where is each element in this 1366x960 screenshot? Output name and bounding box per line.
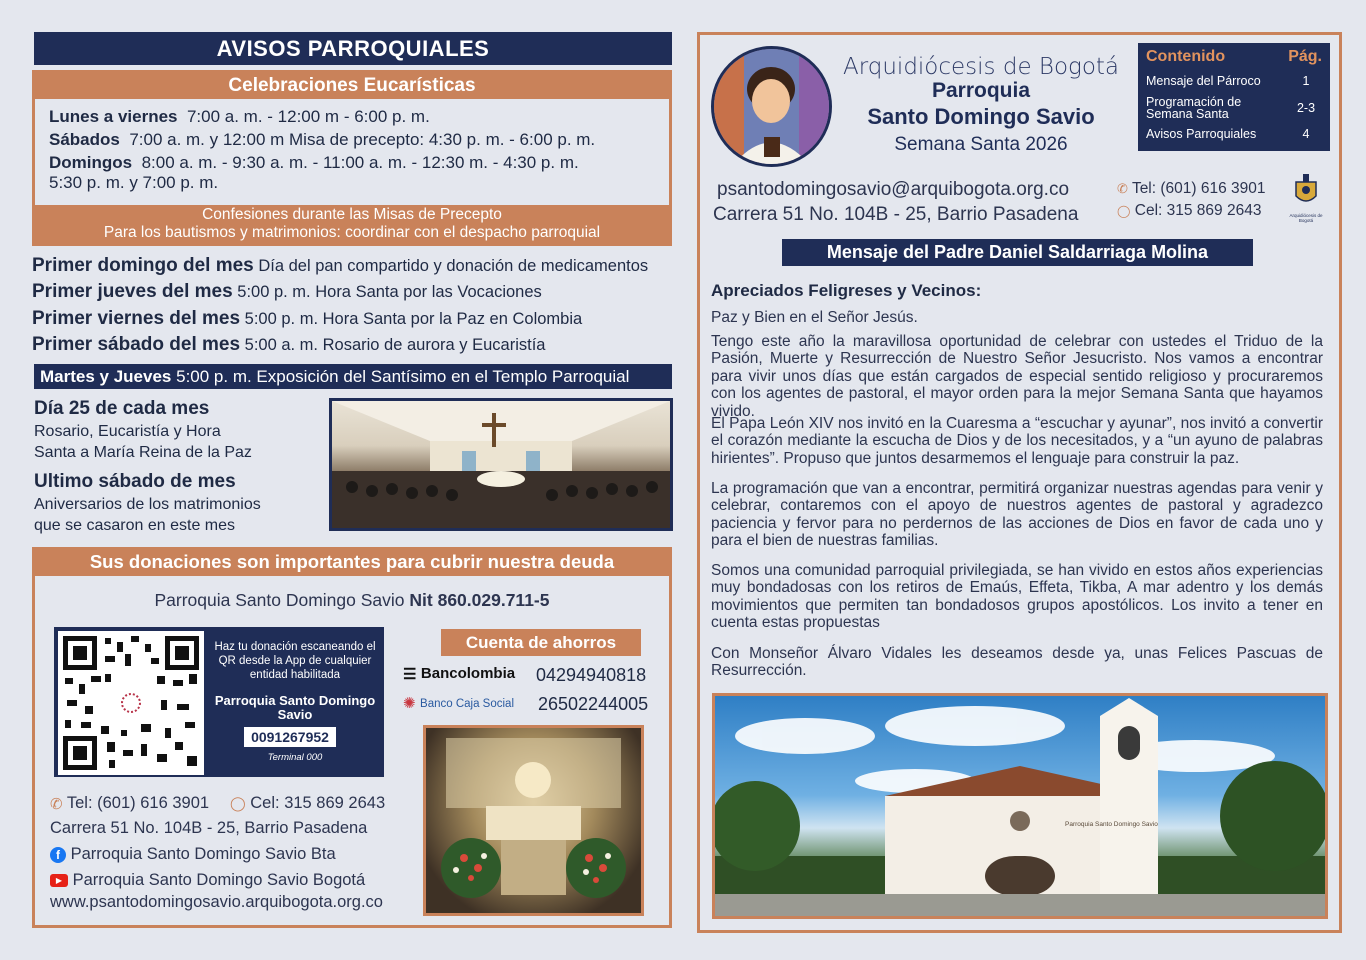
arquidiocesis-title: Arquidiócesis de Bogotá — [842, 54, 1120, 80]
altar-photo — [423, 725, 644, 916]
youtube-text[interactable]: Parroquia Santo Domingo Savio Bogotá — [72, 871, 366, 889]
contenido-label: Programación de Semana Santa — [1146, 95, 1242, 121]
monthly-text: 5:00 p. m. Hora Santa por las Vocaciones — [237, 283, 542, 301]
avisos-title: AVISOS PARROQUIALES — [34, 32, 672, 65]
terminal-label: Terminal 000 — [267, 752, 323, 763]
qr-code-icon — [61, 634, 201, 772]
qr-parroquia-name: Parroquia Santo Domingo Savio — [214, 693, 376, 722]
contenido-label: Mensaje del Párroco — [1146, 74, 1261, 88]
schedule-day: Sábados — [49, 130, 120, 149]
facebook-icon: f — [50, 847, 66, 863]
contenido-page: 4 — [1302, 127, 1310, 141]
qr-instructions: Haz tu donación escaneando el QR desde la App de cualquier entidad habilitada — [214, 641, 376, 681]
contact-tel — [50, 794, 209, 813]
contenido-page: 1 — [1302, 74, 1310, 88]
dia25-line: Santa a María Reina de la Paz — [34, 444, 252, 461]
contact-youtube — [50, 871, 365, 890]
church-exterior-photo — [712, 693, 1328, 919]
schedule-row — [35, 107, 669, 127]
whatsapp-icon: ◯ — [230, 795, 246, 812]
letter-opening: Paz y Bien en el Señor Jesús. — [711, 309, 918, 326]
contenido-label: Avisos Parroquiales — [1146, 127, 1257, 141]
bank-name: Banco Caja Social — [420, 698, 515, 711]
seal-caption: Arquidiócesis de Bogotá — [1289, 213, 1323, 223]
schedule-times: 7:00 a. m. - 12:00 m - 6:00 p. m. — [186, 107, 430, 126]
schedule-row — [35, 130, 669, 150]
tel-text[interactable]: Tel: (601) 616 3901 — [66, 794, 210, 812]
church-sign: Parroquia Santo Domingo Savio — [1065, 821, 1158, 828]
letter-greeting: Apreciados Feligreses y Vecinos: — [711, 281, 982, 300]
contact-facebook — [50, 845, 336, 864]
contenido-row[interactable] — [1146, 91, 1322, 125]
church-exterior-illustration — [715, 696, 1325, 916]
monthly-label: Primer jueves del mes — [32, 281, 233, 302]
monthly-text: Día del pan compartido y donación de medicamentos — [258, 257, 649, 275]
monthly-text: 5:00 a. m. Rosario de aurora y Eucaristía — [244, 336, 546, 354]
monthly-item — [32, 255, 648, 277]
contenido-title: Contenido — [1146, 48, 1226, 65]
celebraciones-box — [32, 70, 672, 246]
monthly-item — [32, 308, 582, 330]
whatsapp-icon: ◯ — [1117, 203, 1131, 218]
parroquia-name: Parroquia Santo Domingo Savio — [154, 590, 405, 610]
contenido-row[interactable] — [1146, 71, 1322, 91]
arquidiocesis-seal — [1282, 172, 1330, 223]
letter-paragraph: La programación que van a encontrar, permitirá organizar nuestras agendas para venir y celebrar, contaremos con el apoyo de nuestros agentes de pastoral y agradezco paciencia y fervor para no perdernos de las acciones de Dios en favor de cada uno y para el bien de nuestras familias. — [711, 480, 1323, 550]
santo-domingo-savio-portrait — [711, 46, 832, 167]
letter-paragraph: Tengo este año la maravillosa oportunidad de celebrar con ustedes el Triduo de la Pasión, Muerte y Resurrección de Nuestro Señor Jesucristo. Nos vamos a encontrar para vivir unos días que están cargados de especial sentido religioso y procuraremos con los agentes de pastoral, el mayor orden para la mejor Semana Santa que hayamos vivido. — [711, 333, 1323, 420]
contact-web[interactable]: www.psantodomingosavio.arquibogota.org.co — [50, 893, 383, 911]
martes-text: 5:00 p. m. Exposición del Santísimo en el Templo Parroquial — [176, 367, 630, 386]
confesiones-line: Confesiones durante las Misas de Precepto — [202, 206, 502, 223]
bank-row — [403, 665, 653, 687]
church-interior-illustration — [332, 401, 670, 528]
contenido-row[interactable] — [1146, 125, 1322, 143]
monthly-label: Primer domingo del mes — [32, 255, 254, 276]
right-cel — [1117, 202, 1261, 220]
bank-account-number: 26502244005 — [538, 694, 649, 714]
church-interior-photo — [329, 398, 673, 531]
cuenta-ahorros-title: Cuenta de ahorros — [441, 629, 641, 656]
email-link[interactable]: psantodomingosavio@arquibogota.org.co — [717, 179, 1070, 200]
contact-address: Carrera 51 No. 104B - 25, Barrio Pasadena — [50, 819, 368, 837]
pagina-header: Pág. — [1288, 48, 1322, 65]
mensaje-title-bar: Mensaje del Padre Daniel Saldarriaga Molina — [782, 239, 1253, 266]
monthly-label: Primer sábado del mes — [32, 334, 241, 355]
martes-jueves-bar — [34, 364, 672, 389]
portrait-illustration — [714, 49, 829, 164]
ultimo-sabado-line: Aniversarios de los matrimonios — [34, 496, 261, 513]
youtube-icon: ▶ — [50, 874, 68, 887]
letter-closing: Con Monseñor Álvaro Vidales les deseamos desde ya, unas Felices Pascuas de Resurrección. — [711, 645, 1323, 680]
phone-icon: ✆ — [1117, 180, 1128, 196]
confesiones-banner — [35, 205, 669, 243]
monthly-item — [32, 334, 545, 356]
dia25-title: Día 25 de cada mes — [34, 398, 210, 419]
schedule-day: Lunes a viernes — [49, 107, 178, 126]
ultimo-sabado-line: que se casaron en este mes — [34, 517, 236, 534]
parish-name: Santo Domingo Savio — [867, 104, 1095, 129]
bank-row — [403, 694, 653, 716]
dia25-line: Rosario, Eucaristía y Hora — [34, 423, 221, 440]
phone-icon: ✆ — [50, 795, 63, 813]
right-tel — [1117, 180, 1266, 198]
schedule-times: 7:00 a. m. y 12:00 m Misa de precepto: 4:30 p. m. - 6:00 p. m. — [129, 130, 596, 149]
contenido-box — [1138, 43, 1330, 151]
monthly-label: Primer viernes del mes — [32, 308, 241, 329]
monthly-item — [32, 281, 542, 303]
monthly-text: 5:00 p. m. Hora Santa por la Paz en Colombia — [244, 310, 583, 328]
semana-santa-subtitle: Semana Santa 2026 — [894, 134, 1068, 155]
caja-social-logo-icon: ✺ — [403, 695, 416, 712]
qr-code-number: 0091267952 — [244, 727, 336, 747]
parroquia-label: Parroquia — [931, 79, 1031, 102]
schedule-times: 8:00 a. m. - 9:30 a. m. - 11:00 a. m. - 12:30 m. - 4:30 p. m. — [141, 153, 579, 172]
qr-panel — [54, 627, 384, 777]
cel-text[interactable]: Cel: 315 869 2643 — [250, 794, 386, 812]
letter-paragraph: El Papa León XIV nos invitó en la Cuaresma a “escuchar y ayunar”, nos invitó a convertir el corazón mediante la escucha de Dios y de los necesitados, y a “un ayuno de palabras hirientes”. Propuso que juntos desarmemos el lenguaje para construir la paz. — [711, 415, 1323, 467]
nit-number: Nit 860.029.711-5 — [409, 590, 550, 610]
nit-line — [35, 590, 669, 611]
ultimo-sabado-title: Ultimo sábado de mes — [34, 471, 236, 492]
right-address: Carrera 51 No. 104B - 25, Barrio Pasadena — [713, 204, 1079, 225]
altar-illustration — [426, 728, 641, 913]
schedule-day: Domingos — [49, 153, 133, 172]
bank-account-number: 04294940818 — [536, 665, 647, 685]
letter-paragraph: Somos una comunidad parroquial privilegiada, se han vivido en estos años experiencias muy bondadosas con los retiros de Emaús, Effeta, Tikba, A mar adentro y los demás movimientos que permiten tan bondadosos grupos apostólicos. Los invito a tener en cuenta estas propuestas — [711, 562, 1323, 632]
schedule-row — [35, 153, 669, 173]
facebook-text[interactable]: Parroquia Santo Domingo Savio Bta — [70, 845, 336, 863]
coat-of-arms-icon — [1291, 172, 1321, 208]
celebraciones-title: Celebraciones Eucarísticas — [35, 73, 669, 99]
qr-code[interactable] — [58, 631, 204, 775]
cel-text[interactable]: Cel: 315 869 2643 — [1134, 202, 1262, 219]
contact-cel — [230, 794, 385, 813]
martes-label: Martes y Jueves — [40, 367, 172, 386]
bautismos-line: Para los bautismos y matrimonios: coordinar con el despacho parroquial — [103, 224, 601, 241]
bancolombia-logo-icon: ☰ — [403, 666, 417, 683]
contenido-page: 2-3 — [1296, 101, 1316, 115]
bank-name: Bancolombia — [420, 665, 516, 683]
donaciones-title: Sus donaciones son importantes para cubrir nuestra deuda — [35, 550, 669, 576]
tel-text[interactable]: Tel: (601) 616 3901 — [1131, 180, 1266, 197]
schedule-continuation: 5:30 p. m. y 7:00 p. m. — [49, 173, 219, 192]
